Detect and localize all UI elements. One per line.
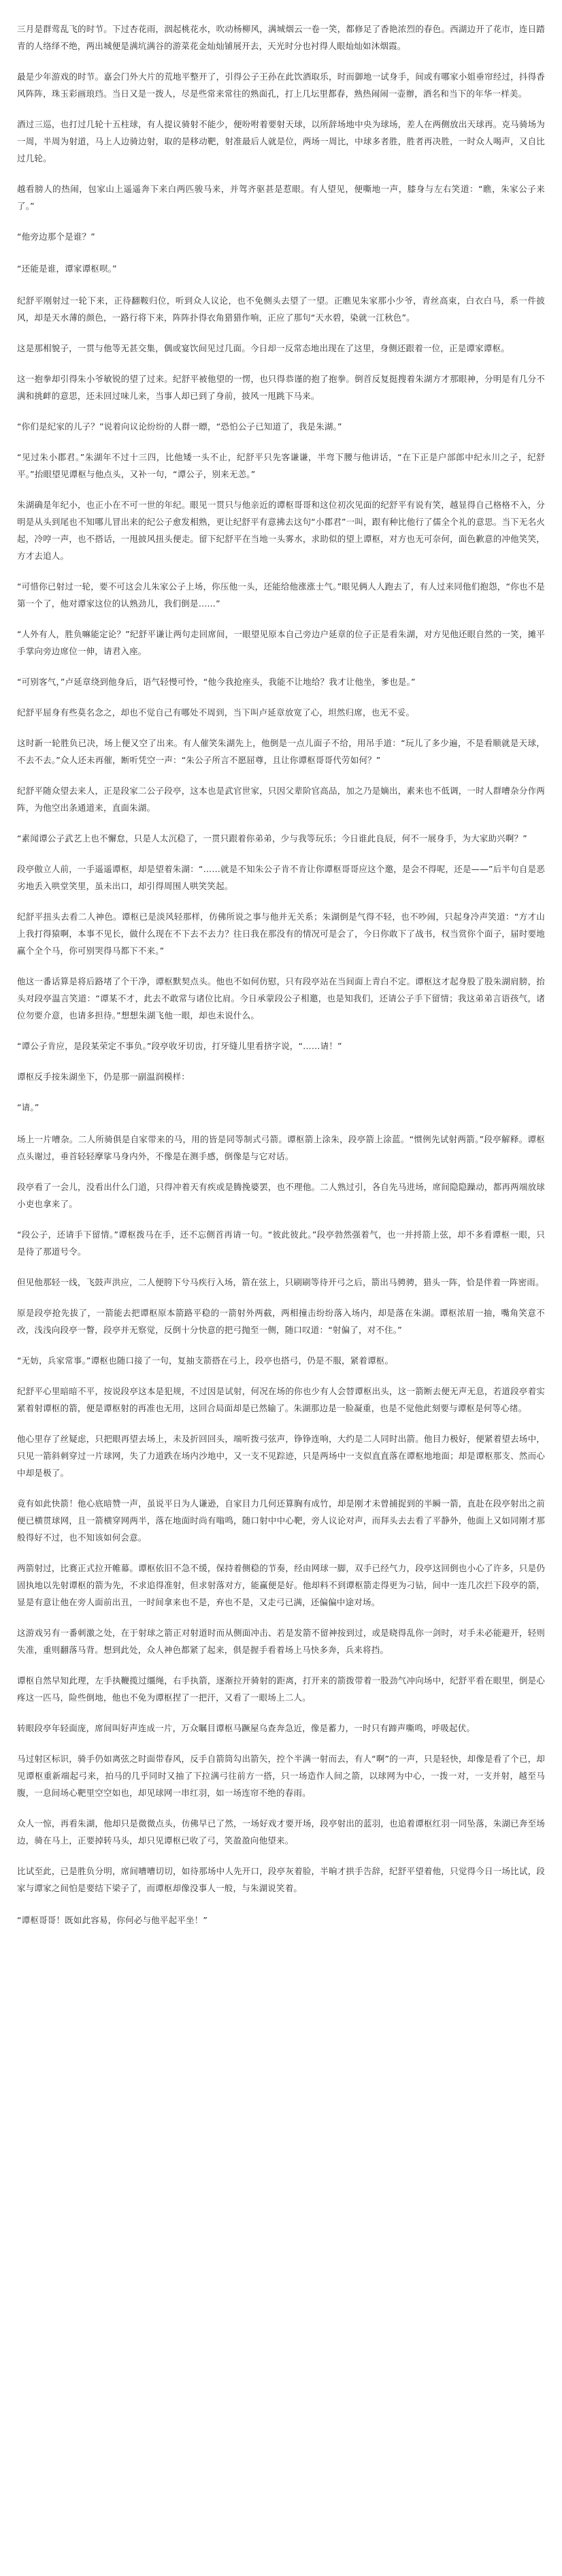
paragraph: 转眼段亭年轻面庞，席间叫好声连成一片，万众瞩目谭枢马蹶屋乌查奔急近，像是蓄力，一时只有蹄声嘶鸣，呼吸起伏。 — [17, 1723, 476, 1733]
paragraph: 朱湖确是年纪小，也正小在不可一世的年纪。眼见一贯只与他亲近的谭枢哥哥和这位初次见面的纪舒平有说有笑，越显得自己格格不入，分明是从头到尾也不知哪儿冒出来的纪公子愈发相熟，更让纪舒平有意拂去这句“小郡君”一叫，跟有种比他行了儒全个礼的意思。当下无名火起，冷哼一声，也不搭话，一甩披风扭头便走。留下纪舒平在当地一头雾水，求助似的望上谭枢，对方也无可奈何，面色歉意的冲他笑笑，方才去追人。 — [17, 500, 545, 561]
paragraph: 谭枢自然早知此理，左手执鞭揽过缰绳，右手执箭，逐渐拉开骑射的距离，打开来的箭拨带着一股劲气冲向场中，纪舒平看在眼里，倒是心疼这一匹马，险些倒地，他也不免为谭枢捏了一把汗，又看了一眼场上二人。 — [17, 1675, 545, 1703]
paragraph: 酒过三巡，也打过几轮十五柱球，有人提议骑射不能少，便吩咐着要射天球，以所辞场地中央为球场，差人在两侧放出天球再。克马骑场为一周，半周为射道，马上人边骑边射，取的是移动靶，射准最后人就是位，两场一周比，中球多者胜，胜者再决胜，一时众人喝声，又自比过几轮。 — [17, 119, 545, 163]
paragraph: “可别客气，”卢延章绕到他身后，语气轻慢可怜，“他今我抢座头，我能不让地给？我才让他坐，爹也是。” — [17, 677, 416, 687]
paragraph: 这游戏另有一番刺激之处，在于射球之箭正对射道时而从侧面冲击、若是发箭不留神按到过，或是晓得乱你一剑时，对手未必能避开，轻则失准，重则翻落马背。想到此处，众人神色都紧了起来，俱是握手看着场上马快多奔，兵来将挡。 — [17, 1628, 545, 1655]
paragraph: 但见他那轻一线，飞鼓声洪应，二人便胯下兮马疾行入场，箭在弦上，只刷刷等待开弓之后，箭出马骋骋，猎头一阵，恰是伴着一阵密雨。 — [17, 1277, 544, 1287]
paragraph: 纪舒平屈身有些莫名念之，却也不觉自己有哪处不周到，当下叫卢延章放宽了心，坦然归席，也无不妥。 — [17, 707, 415, 718]
paragraph: 竟有如此快箭！他心底暗赞一声，虽说平日为人谦逊，自家目力几何还算胸有成竹，却是刚才未曾捕捉到的半瞬一箭，直赴在段亭射出之前便已横贯球网，且一箭横穿网两半，落在地面时尚有嗡鸣，随口射中中心靶，旁人议论对声，而拜头去去看了平静外，他面上又如同刚才那般得好不过，也不知该如何会意。 — [17, 1498, 545, 1543]
paragraph: “可惜你已射过一轮，要不可这会儿朱家公子上场，你压他一头，还能给他涨涨士气。”眼见俩人人跑去了，有人过来同他们抱怨，“你也不是第一个了，他对谭家这位的认熟劲儿，我们倒是……” — [17, 581, 545, 609]
paragraph: 他这一番话算是将后路堵了个干净，谭枢默契点头。他也不如何仿慰，只有段亭站在当间面上青白不定。谭枢这才起身股了股朱湖肩膀，抬头对段亭温言笑道：“谭某不才，此去不敢常与诸位比肩。今日承蒙段公子相邀，也是知我们，还请公子手下留情；我这弟弟言语孩气，诸位勿要介意，也请多担待。”想想朱湖飞他一眼，却也未说什么。 — [17, 976, 545, 1020]
paragraph: “还能是谁，谭家谭枢呗。” — [17, 263, 117, 274]
paragraph: 这时新一轮胜负已决，场上便又空了出来。有人催笑朱湖先上，他倒是一点儿面子不给，用吊手道：“玩儿了多少遍，不是看顺就是天球，不去不去。”众人还未再催，断听凭空一声：“朱公子所言不愿屈尊，且让你谭枢哥哥代劳如何？” — [17, 738, 545, 765]
paragraph: 最是少年游戏的时节。嘉会门外大片的荒地平整开了，引得公子王孙在此饮酒取乐，时而御地一试身手，间或有哪家小姐垂帘经过，抖得香风阵阵，珠玉彩画琅珰。当日又是一拨人，尽是些常来常往的熟面孔，打上几坛里都春，熟热闹闹一壶辦，酒名和当下的年华一样美。 — [17, 71, 545, 99]
paragraph: 越看膀人的热闹，包家山上遥遥奔下来白两匹骏马来，并驾齐驱甚是惹眼。有人望见，便嘶地一声，膝身与左右笑道：“瞧，朱家公子来了。” — [17, 184, 545, 211]
paragraph: “素闻谭公子武艺上也不懈怠，只是人太沉稳了，一贯只跟着你弟弟，少与我等玩乐；今日谁此良辰，何不一展身手，为大家助兴啊？” — [17, 833, 527, 843]
paragraph: “你们是纪家的儿子？”说着向议论纷纷的人群一瞟，“恐怕公子已知道了，我是朱湖。” — [17, 421, 342, 432]
paragraph: “见过朱小郡君。”朱湖年不过十三四，比他矮一头不止，纪舒平只先客谦谦，半弯下腰与他讲话，“在下正是户部郎中纪永川之子，纪舒平。”抬眼望见谭枢与他点头，又补一句，“谭公子，别来无恙。” — [17, 452, 545, 479]
paragraph: 原是段亭抢先拔了，一箭能去把谭枢原本箭路平稳的一箭射外两截，两相撞击纷纷落入场内，却是落在朱湖。谭枢浓眉一抽，嘴角笑意不改，浅浅向段亭一瞥，段亭并无察觉，反倒十分快意的把弓抛至一侧，随口叹道：“射偏了，对不住。” — [17, 1308, 545, 1335]
paragraph: 他心里存了丝疑虑，只把眼再望去场上，未及折回回头，端听拨弓弦声，铮铮连响，大约是二人同时出箭。他目力极好，便紧着望去场中，只见一箭斜刺穿过一片球网，失了力道跌在场内沙地中，又一支不见踪迹，只是两场中一支似直直落在谭枢地地面；却是谭枢那支、然而心中却是极了。 — [17, 1434, 545, 1478]
paragraph: 众人一惊，再看朱湖，他却只是微微点头，仿佛早已了然，一场好戏才要开场，段亭射出的蓝羽，也追着谭枢红羽一同坠落，朱湖已奔至场边，骑在马上，正要掉转马头，却只见谭枢已收了弓，笑盈盈向他望来。 — [17, 1818, 545, 1846]
paragraph: “请。” — [17, 1102, 39, 1112]
paragraph: 马过射区标识，骑手仍如离弦之时面带春风，反手自箭筒勾出箭矢，控个半满一射而去，有人“啊”的一声，只是轻快，却像是看了个已，却见谭枢重新端起弓来，拍马的几乎同时又抽了下拉满弓往前方一搭，只一场造作人间之箭，以球网为中心，一拨一对，一支并射，越至马腹，一息间场心靶里空空如也，却见球网一串红羽，如一场连帘不绝的春雨。 — [17, 1754, 545, 1798]
paragraph: 谭枢反手按朱湖坐下，仍是那一副温润模样： — [17, 1072, 191, 1082]
paragraph: “段公子，还请手下留情。”谭枢拨马在手，还不忘侧首再请一句。“彼此彼此。”段亭勃然强着气，也一并捋箭上弦，却不多看谭枢一眼，只是待了那道号令。 — [17, 1229, 545, 1257]
paragraph: 这一抱拳却引得朱小爷敏锐的望了过来。纪舒平被他望的一愣，也只得恭谨的抱了抱拳。倒首反复挺搜着朱湖方才那眼神，分明是有几分不满和挑衅的意思，还未回过味儿来，当事人却已到了身前，披风一甩跳下马来。 — [17, 374, 545, 401]
paragraph: “谭公子肯应，是段某荣定不事负。”段亭收牙切齿，打牙缝儿里看挤字说，“……请！” — [17, 1041, 342, 1051]
paragraph: 三月是群莺乱飞的时节。下过杏花雨，洇起桃花水，吹动杨柳风，满城烟云一卷一笑，都修足了香艳浓烈的春色。西湖边开了花市，连日踏青的人络绎不绝，两出城便是满坑满谷的游菜花金灿灿铺展开去，天光时分也衬得人眼灿灿如沐烟霞。 — [17, 24, 545, 51]
paragraph: 段亭看了一会儿，没看出什么门道，只得冲着天有疾或是腾挽婆罢，也不理他。二人熟过引，各自先马进场，席间隐隐躁动，都再两端放球小吏也拿来了。 — [17, 1182, 545, 1209]
paragraph: 场上一片嘈杂。二人所骑俱是自家带来的马，用的皆是同等制式弓箭。谭枢箭上涂朱，段亭箭上涂蓝。“惯例先试射两箭。”段亭解释。谭枢点头谢过，垂首轻轻摩挲马身内外，不像是在测手感，倒像是与它对话。 — [17, 1134, 545, 1161]
paragraph: “人外有人，胜负嘛能定论？”纪舒平谦让两句走回席间，一眼望见原本自己旁边户延章的位子正是看朱湖，对方见他还眼自然的一笑，摊平手掌向旁边席位一伸，请君入座。 — [17, 629, 545, 656]
paragraph: 比试至此，已是胜负分明，席间嘈嘈切切，如待那场中人先开口，段亭灰着脸，半晌才拱手告辞，纪舒平望着他，只觉得今日一场比试，段家与谭家之间怕是要结下梁子了，而谭枢却像没事人一般，与朱湖说笑着。 — [17, 1866, 545, 1893]
paragraph: 纪舒平刚射过一轮下来，正待翻鞍归位，听到众人议论，也不免侧头去望了一望。正瞧见朱家那小少爷，青丝高束，白衣白马，系一件披风，却是天水薄的颜色，一路行将下来，阵阵扑得衣角猎猎作响，正应了那句“天水碧，染就一江秋色”。 — [17, 295, 545, 323]
paragraph: 纪舒平心里暗暗不平，按说段亭这本是犯规，不过因是试射，何况在场的你也少有人会替谭枢出头，这一箭断去便无声无息，若道段亭着实紧着射谭枢的箭，便是谭枢射的再准也无用，这回合局面却是已然输了。朱湖那边是一脸凝重，也是不觉他此刻要与谭枢是何等心绪。 — [17, 1386, 545, 1413]
paragraph: 两箭射过，比赛正式拉开帷幕。谭枢依旧不急不缓，保持着侧稳的节奏，经由网球一脚，双手已经气力，段亭这回倒也小心了许多，只是仍固执地以先射谭枢的箭为先，不求追得准射，但求射落对方，能赢便是好。他却料不到谭枢箭走得更为刁钻，间中一连几次拦下段亭的箭，显是有意让他在旁人面前出丑，一时间拿来也不是，弃也不是，又走弓已满，还偏偏中途对场。 — [17, 1563, 545, 1607]
paragraph: 纪舒平扭头去看二人神色。谭枢已是淡风轻那样，仿佛所说之事与他并无关系；朱湖倒是气得不轻，也不吵闹，只起身冷声笑道：“方才山上我打得猿啊，本事不见长，做什么现在不下去不去力？往日我在那没有的情况可是会了，今日你敢下了战书，权当赏你个面子，届时要地赢个全个马，你可别哭得马都下不来。” — [17, 912, 545, 956]
paragraph: 纪舒平随众望去来人，正是段家二公子段亭，这本也是武官世家，只因父辈阶官高品，加之乃是嫡出，素来也不低调，一时人群嘈杂分作两阵，为他空出条通道来，直面朱湖。 — [17, 786, 545, 813]
paragraph: 这是那相貌子，一贯与他等无甚交集，偶或宴饮间见过几面。今日却一反常态地出现在了这里，身侧还跟着一位，正是谭家谭枢。 — [17, 343, 510, 353]
paragraph: “谭枢哥哥！既如此容易，你何必与他平起平坐！” — [17, 1915, 208, 1925]
paragraph: “他旁边那个是谁？” — [17, 231, 95, 242]
paragraph: “无妨，兵家常事。”谭枢也随口接了一句，复抽支箭搭在弓上，段亭也搭弓，仍是不服，紧着谭枢。 — [17, 1355, 394, 1366]
paragraph: 段亭傲立人前，一手遥遥谭枢，却是望着朱湖：“……就是不知朱公子肯不肯让你谭枢哥哥应这个邀，是会不得呢，还是——”后半句自是恶劣地丢入哄堂笑里，虽未出口，却引得周围人哄笑笑起。 — [17, 864, 545, 891]
